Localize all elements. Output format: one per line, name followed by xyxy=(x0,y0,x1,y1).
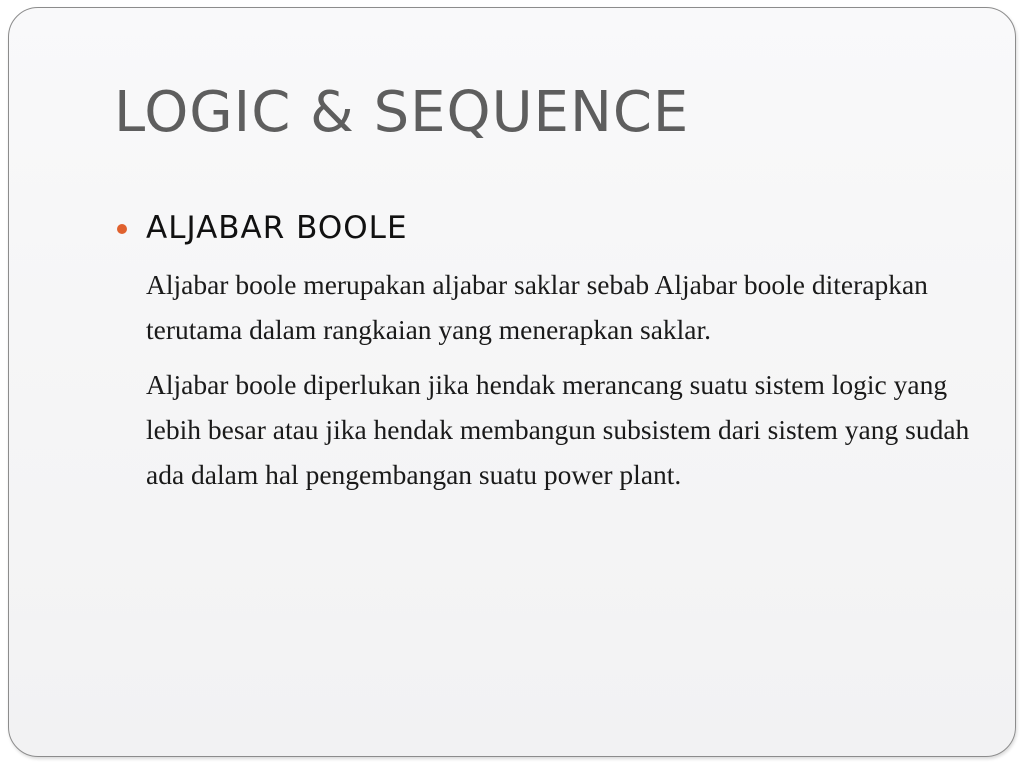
paragraph-definition: Aljabar boole merupakan aljabar saklar sebab Aljabar boole diterapkan terutama dalam rangkaian yang menerapkan saklar. xyxy=(146,269,928,345)
bullet-body xyxy=(146,262,976,507)
bullet-dot-icon xyxy=(117,224,127,234)
bullet-item xyxy=(117,210,408,246)
paragraph-usage: Aljabar boole diperlukan jika hendak merancang suatu sistem logic yang lebih besar atau jika hendak membangun subsistem dari sistem yang sudah ada dalam hal pengembangan suatu power plant. xyxy=(146,369,970,490)
slide-frame xyxy=(8,7,1016,757)
slide-title: LOGIC & SEQUENCE xyxy=(114,80,690,145)
bullet-heading: ALJABAR BOOLE xyxy=(146,210,408,246)
